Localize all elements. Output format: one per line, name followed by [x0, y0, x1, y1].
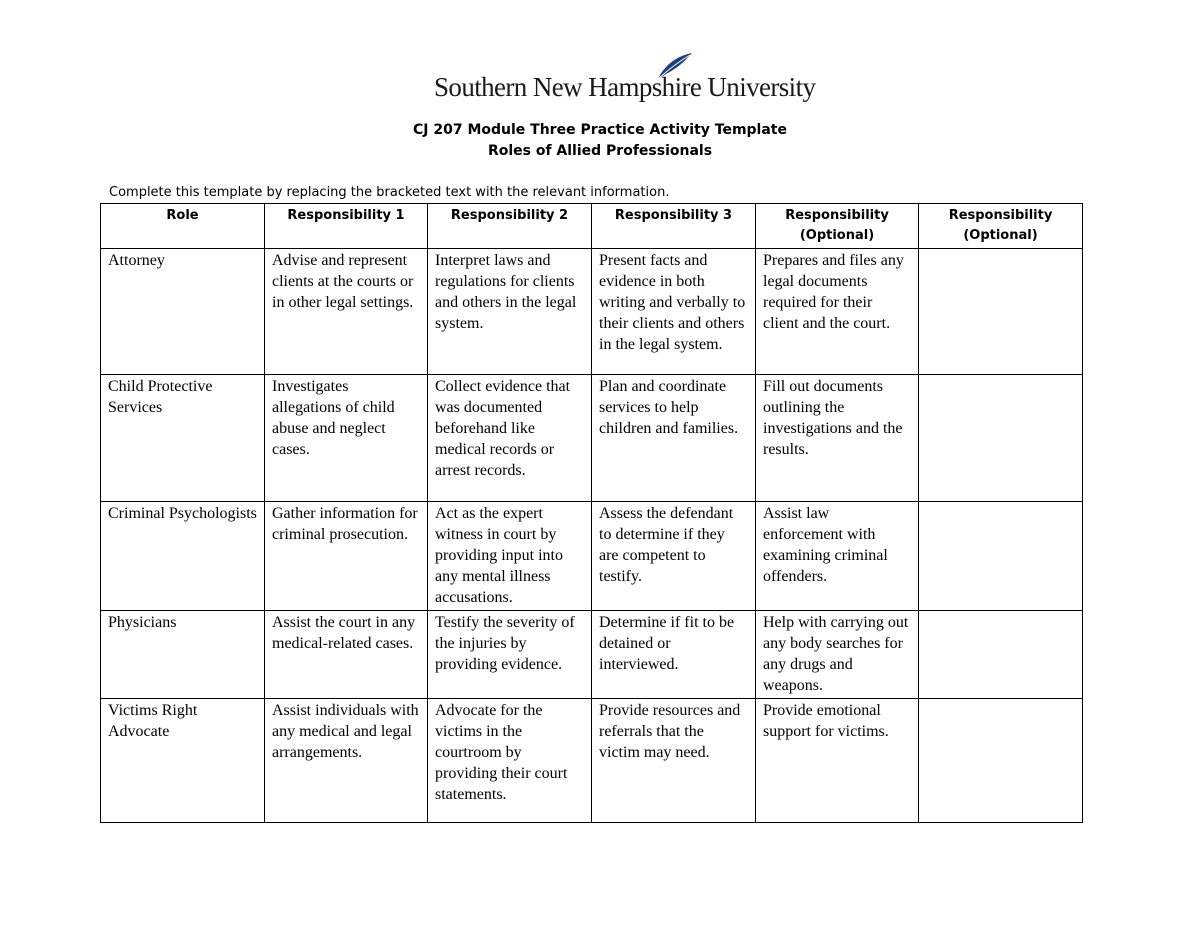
- table-cell: Assist law enforcement with examining criminal offenders.: [756, 502, 919, 611]
- document-title: CJ 207 Module Three Practice Activity Template: [413, 122, 787, 138]
- column-header: Responsibility (Optional): [919, 204, 1083, 249]
- table-cell: Criminal Psychologists: [101, 502, 265, 611]
- table-cell: Fill out documents outlining the investigations and the results.: [756, 375, 919, 502]
- column-header: Responsibility 3: [592, 204, 756, 249]
- table-cell: Attorney: [101, 249, 265, 375]
- document-titles: [0, 120, 1200, 162]
- table-cell: [919, 249, 1083, 375]
- table-cell: [919, 502, 1083, 611]
- table-cell: Determine if fit to be detained or interviewed.: [592, 611, 756, 699]
- table-row: [101, 375, 1083, 502]
- table-cell: Collect evidence that was documented beforehand like medical records or arrest records.: [428, 375, 592, 502]
- table-cell: Present facts and evidence in both writing and verbally to their clients and others in the legal system.: [592, 249, 756, 375]
- column-header: Responsibility 2: [428, 204, 592, 249]
- table-cell: Assist the court in any medical-related cases.: [265, 611, 428, 699]
- university-logo: [434, 52, 816, 104]
- table-row: [101, 502, 1083, 611]
- table-cell: Testify the severity of the injuries by providing evidence.: [428, 611, 592, 699]
- table-cell: Gather information for criminal prosecution.: [265, 502, 428, 611]
- column-header: Responsibility 1: [265, 204, 428, 249]
- table-cell: Interpret laws and regulations for clients and others in the legal system.: [428, 249, 592, 375]
- table-cell: Assess the defendant to determine if they are competent to testify.: [592, 502, 756, 611]
- table-header-row: [101, 204, 1083, 249]
- table-cell: Provide emotional support for victims.: [756, 699, 919, 823]
- table-cell: Advise and represent clients at the courts or in other legal settings.: [265, 249, 428, 375]
- document-subtitle: Roles of Allied Professionals: [487, 143, 713, 159]
- table-cell: Investigates allegations of child abuse and neglect cases.: [265, 375, 428, 502]
- roles-table: [100, 203, 1083, 823]
- column-header: Role: [101, 204, 265, 249]
- table-row: [101, 249, 1083, 375]
- table-row: [101, 611, 1083, 699]
- table-cell: Assist individuals with any medical and legal arrangements.: [265, 699, 428, 823]
- table-cell: Child Protective Services: [101, 375, 265, 502]
- instruction-text: Complete this template by replacing the bracketed text with the relevant information.: [109, 185, 670, 200]
- quill-leaf-icon: [654, 52, 694, 80]
- table-cell: [919, 699, 1083, 823]
- logo-wordmark: Southern New Hampshire University: [434, 72, 816, 102]
- table-cell: Provide resources and referrals that the victim may need.: [592, 699, 756, 823]
- column-header: Responsibility (Optional): [756, 204, 919, 249]
- table-cell: Physicians: [101, 611, 265, 699]
- table-cell: Prepares and files any legal documents required for their client and the court.: [756, 249, 919, 375]
- table-cell: Plan and coordinate services to help children and families.: [592, 375, 756, 502]
- table-cell: Act as the expert witness in court by providing input into any mental illness accusations.: [428, 502, 592, 611]
- table-cell: Help with carrying out any body searches for any drugs and weapons.: [756, 611, 919, 699]
- table-cell: Advocate for the victims in the courtroom by providing their court statements.: [428, 699, 592, 823]
- table-cell: [919, 375, 1083, 502]
- table-cell: Victims Right Advocate: [101, 699, 265, 823]
- table-cell: [919, 611, 1083, 699]
- table-row: [101, 699, 1083, 823]
